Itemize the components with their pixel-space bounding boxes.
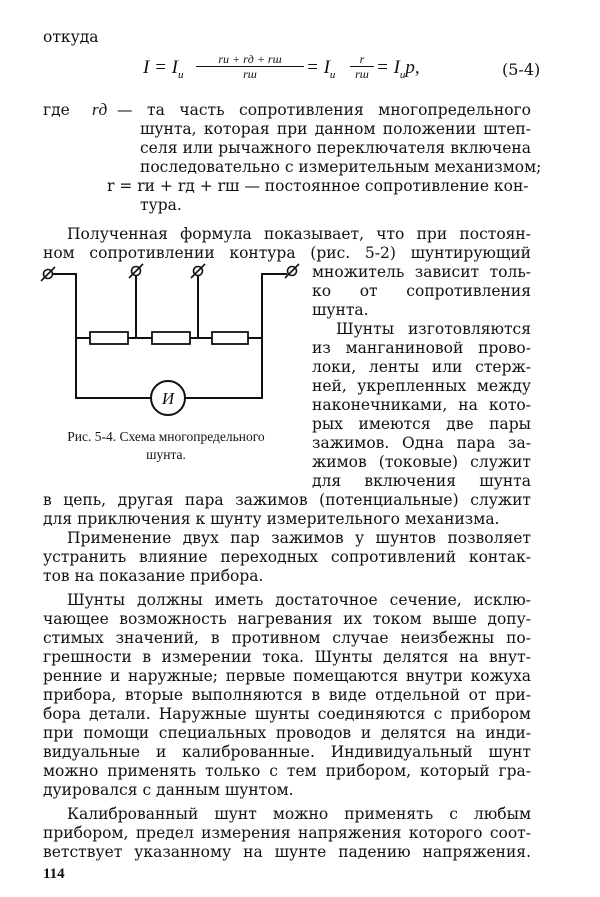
para2-side-4: ней, укрепленных между	[312, 377, 531, 395]
para4-line-4: грешности в измерении тока. Шунты делятся на внут-	[43, 648, 531, 666]
para3-line-1: Применение двух пар зажимов у шунтов позволяет	[67, 529, 531, 547]
figure-caption-line-1: Рис. 5-4. Схема многопредельного	[67, 429, 265, 444]
para3-line-3: тов на показание прибора.	[43, 567, 264, 585]
where-line-4: последовательно с измерительным механизмом;	[140, 158, 542, 176]
para2-line-2: для приключения к шунту измерительного механизма.	[43, 510, 500, 528]
para4-line-7: бора детали. Наружные шунты соединяются с прибором	[43, 705, 531, 723]
para3-line-2: устранить влияние переходных сопротивлений контак-	[43, 548, 531, 566]
rd-symbol: rд	[92, 100, 108, 119]
para2-side-8: жимов (токовые) служит	[312, 453, 531, 471]
formula-rhs-tail: p,	[405, 57, 420, 78]
para4-line-9: видуальные и калиброванные. Индивидуальный шунт	[43, 743, 531, 761]
para2-side-9: для включения шунта	[312, 472, 531, 490]
para5-line-2: прибором, предел измерения напряжения которого соот-	[43, 824, 531, 842]
para4-line-11: дуировался с данным шунтом.	[43, 781, 294, 799]
fraction-1-numerator: rи + rд + rш	[218, 52, 282, 66]
para1-side-1: множитель зависит толь-	[312, 263, 531, 281]
r-definition-tail: тура.	[140, 196, 182, 214]
para4-line-10: можно применять только с тем прибором, который гра-	[43, 762, 531, 780]
para2-side-1: Шунты изготовляются	[336, 320, 531, 338]
para5-line-1: Калиброванный шунт можно применять с любым	[67, 805, 531, 823]
page-number: 114	[43, 866, 65, 882]
fraction-2-numerator: r	[359, 52, 365, 66]
para2-side-3: локи, ленты или стерж-	[312, 358, 531, 376]
shunt-circuit-diagram	[36, 258, 308, 426]
resistor-2	[152, 332, 190, 344]
formula-rhs-sub: и	[399, 68, 406, 81]
formula-lhs: I = I	[143, 57, 178, 78]
fraction-1-denominator: rш	[196, 66, 304, 81]
meter-label: И	[161, 389, 175, 408]
para2-line-1: в цепь, другая пара зажимов (потенциальные) служит	[43, 491, 531, 509]
para2-side-5: наконечниками, на кото-	[312, 396, 531, 414]
formula-number: (5-4)	[502, 60, 541, 79]
figure-caption-line-2: шунта.	[146, 447, 186, 462]
resistor-1	[90, 332, 128, 344]
where-label: где	[43, 101, 70, 119]
para1-line-2: ном сопротивлении контура (рис. 5-2) шунтирующий	[43, 244, 531, 262]
para1-side-3: шунта.	[312, 301, 369, 319]
para4-line-5: ренние и наружные; первые помещаются внутри кожуха	[43, 667, 531, 685]
formula-mid-sub: и	[329, 68, 336, 81]
para2-side-2: из манганиновой прово-	[312, 339, 531, 357]
para4-line-3: стимых значений, в противном случае неизбежны по-	[43, 629, 531, 647]
formula-mid: = I	[306, 57, 330, 78]
para4-line-8: при помощи специальных проводов и делятся на инди-	[43, 724, 531, 742]
formula-fraction-1	[196, 52, 304, 81]
fraction-2-denominator: rш	[350, 66, 374, 81]
para1-line-1: Полученная формула показывает, что при постоян-	[67, 225, 531, 243]
formula-lhs-sub: и	[177, 68, 184, 81]
para4-line-2: чающее возможность нагревания их током выше допу-	[43, 610, 531, 628]
intro-word: откуда	[43, 28, 99, 46]
para4-line-1: Шунты должны иметь достаточное сечение, исклю-	[67, 591, 531, 609]
resistor-3	[212, 332, 248, 344]
para4-line-6: прибора, вторые выполняются в виде отдельной от при-	[43, 686, 531, 704]
para2-side-7: зажимов. Одна пара за-	[312, 434, 531, 452]
para1-side-2: ко от сопротивления	[312, 282, 531, 300]
para2-side-6: рых имеются две пары	[312, 415, 531, 433]
where-line-2: шунта, которая при данном положении штеп-	[140, 120, 531, 138]
formula-rhs: = I	[376, 57, 400, 78]
r-definition: r = rи + rд + rш — постоянное сопротивление кон-	[107, 177, 529, 195]
where-line-3: селя или рычажного переключателя включена	[140, 139, 531, 157]
formula-fraction-2	[350, 52, 374, 81]
para5-line-3: ветствует указанному на шунте падению напряжения.	[43, 843, 531, 861]
where-line-1: — та часть сопротивления многопредельного	[117, 101, 531, 119]
